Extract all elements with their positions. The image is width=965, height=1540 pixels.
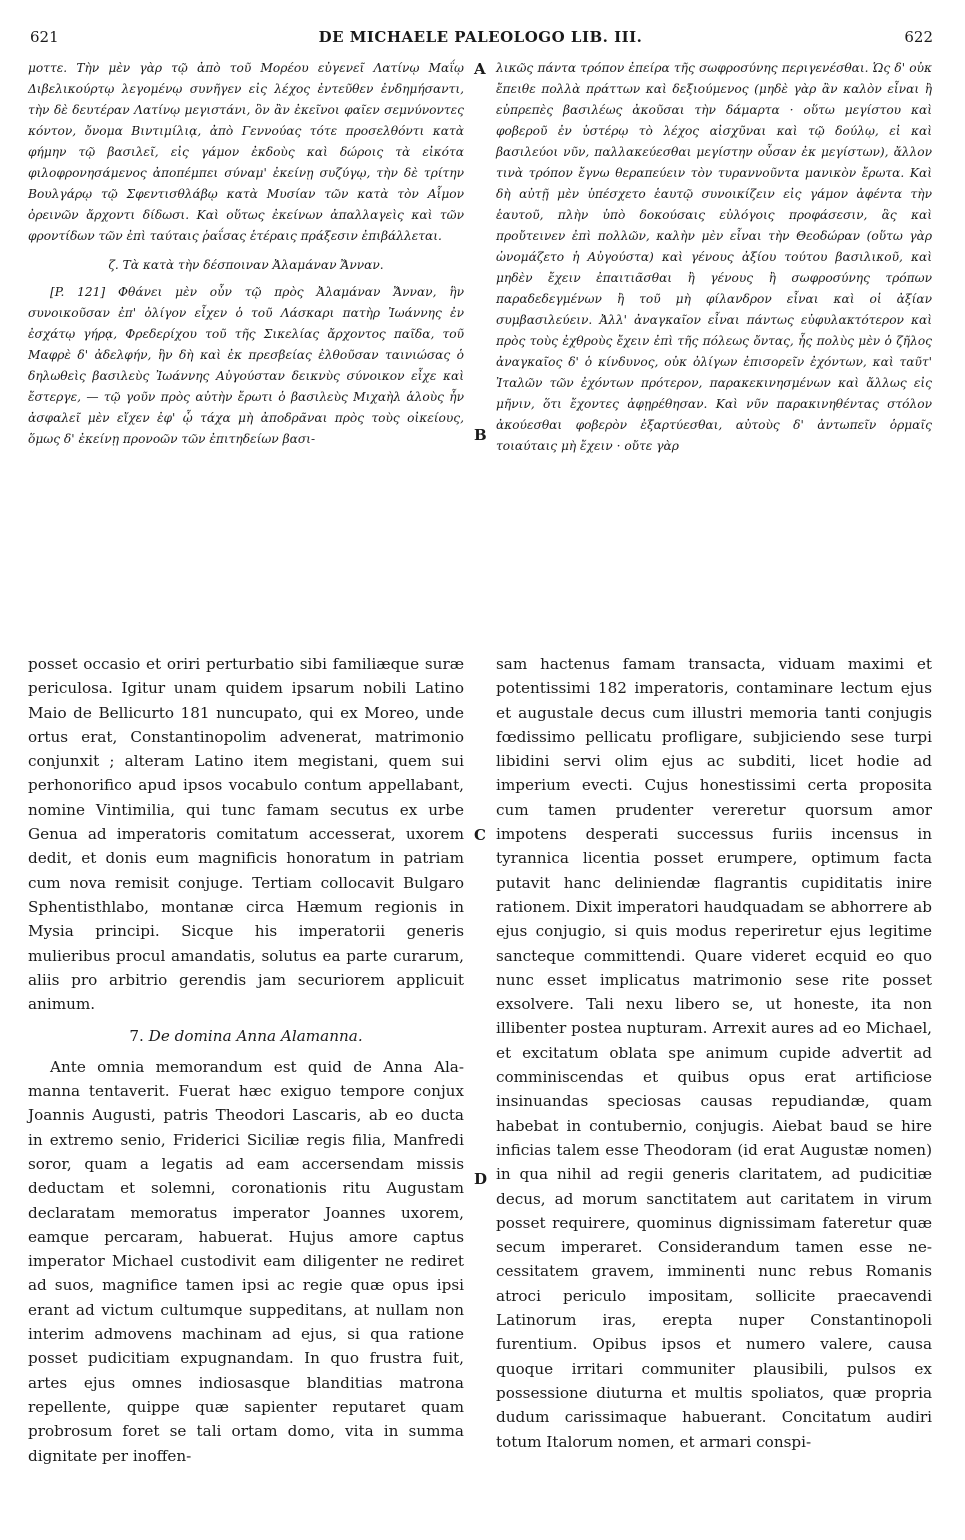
running-title: DE MICHAELE PALEOLOGO LIB. III. [318, 28, 643, 46]
latin-column-left [28, 652, 464, 1468]
latin-heading-text: De domina Anna Alamanna. [148, 1027, 363, 1046]
greek-right-paragraph-1: λικῶς πάντα τρόπον ἐπείρα τῆς σωφροσύνης περιγενέσθαι. Ὡς δ' οὐκ ἔπειθε πολλὰ πράττων καὶ δεξιούμενος (μηδὲ γὰρ ἂν καλὸν εἶναι ἢ εὐπρεπὲς βασιλέως ἀκοῦσαι τὴν δάμαρτα · οὕτω μεγίστου καὶ φοβεροῦ ἐν ὑστέρῳ τὸ λέχος αἰσχῦναι καὶ τῷ δούλῳ, εἰ καὶ βασιλεύοι νῦν, παλλακεύεσθαι μεγίστην οὖσαν ἐκ μεγίστων), ἄλλον τινὰ τρόπον ἔγνω θεραπεύειν τὸν τυραννοῦντα μανικὸν ἔρωτα. Καὶ δὴ αὐτῇ μὲν ὑπέσχετο ἑαυτῷ συνοικίζειν εἰς γάμον ἀφέντα τὴν ἑαυτοῦ, πλὴν ὑπὸ δοκούσαις εὐλόγοις προφάσεσιν, ἃς καὶ προὔτεινεν ἐπὶ πολλῶν, καλὴν μὲν εἶναι τὴν Θεοδώραν (οὕτω γὰρ ὠνομάζετο ἡ Αὐγούστα) καὶ γένους ἀξίου τούτου βασιλικοῦ, καὶ μηδὲν ἔχειν ἐπαιτιᾶσθαι ἢ γένους ἢ σωφροσύνης τρόπων παραδεδεγμένων ἢ τοῦ μὴ φίλανδρον εἶναι καὶ οἱ ἀξίαν συμβασιλεύειν. Ἀλλ' ἀναγκαῖον εἶναι πάντως εὐφυλακτότερον καὶ πρὸς τοὺς ἐχθροὺς ἔχειν ἐπὶ τῆς πόλεως ὄντας, ἧς πολὺς μὲν ὁ ζῆλος ἀναγκαῖος δ' ὁ κίνδυνος, οὐκ ὀλίγων ἐπισορεῖν ἐχόντων, καὶ ταῦτ' Ἰταλῶν τῶν ἐχόντων πρότερον, παρακεκινησμένων καὶ ἄλλως εἰς μῆνιν, ὅτι ἔχοντες ἀφῃρέθησαν. Καὶ νῦν παρακινηθέντας στόλον ἀκούεσθαι φοβερὸν ἐξαρτύεσθαι, αὐτοὺς δ' ἀντωπεῖν ὁρμαῖς τοιαύταις μὴ ἔχειν · οὔτε γὰρ [496, 61, 932, 453]
latin-left-paragraph-1: posset occasio et oriri perturbatio sibi familiæque suræ periculosa. Igitur unam quidem ipsarum nobili Latino Maio de Bellicurto 181 nuncupato, qui ex Moreo, unde ortus erat, Constantinopolim advenerat, matrimonio conjunxit ; alteram Latino item megistani, quem sui perhonorifico apud ipsos vocabulo contum appellabant, nomine Vintimilia, qui tunc famam secutus ex urbe Genua ad imperatoris comitatum accesserat, uxorem dedit, et donis eum magnificis honoratum in patriam cum nova remisit conjuge. Tertiam collocavit Bulgaro Sphentisthlabo, montanæ circa Hæmum regionis in Mysia principi. Sicque his imperatorii generis mulieribus procul amandatis, solutus ea parte curarum, aliis pro arbitrio gerendis jam securiorem applicuit animum. [28, 655, 464, 1014]
page-number-right: 622 [904, 28, 933, 46]
greek-column-left [28, 58, 464, 450]
running-header [28, 28, 933, 50]
margin-letter-b: B [474, 426, 487, 444]
latin-left-paragraph-2: Ante omnia memorandum est quid de Anna Alamanna tentaverit. Fuerat hæc exiguo tempore conjux Joannis Augusti, patris Theodori Lascaris, ab eo ducta in extremo senio, Friderici Siciliæ regis filia, Manfredi soror, quam a legatis ad eam accersendam missis deductam et solemni, coronationis ritu Augustam declaratam memoratus imperator Joannes uxorem, eamque percaram, habuerat. Hujus amore captus imperator Michael custodivit eam diligenter ne rediret ad suos, magnifice tamen ipsi ac regie quæ opus ipsi erant ad victum cultumque suppeditans, at nullam non interim admovens machinam ad ejus, si qua ratione posset pudicitiam expugnandam. In quo frustra fuit, artes ejus omnes indiosasque blanditias matrona repellente, quippe quæ sapienter reputaret quam probrosum foret se tali ortam domo, vita in summa dignitate per inoffen- [28, 1057, 464, 1465]
latin-heading-number: 7. [129, 1027, 144, 1046]
greek-left-paragraph-2: [P. 121] Φθάνει μὲν οὖν τῷ πρὸς Ἀλαμάναν Ἄνναν, ἣν συνοικοῦσαν ἐπ' ὀλίγον εἶχεν ὁ τοῦ Λάσκαρι πατὴρ Ἰωάννης ἐν ἐσχάτῳ γήρᾳ, Φρεδερίχου τοῦ τῆς Σικελίας ἄρχοντος παῖδα, τοῦ Μαφρὲ δ' ἀδελφήν, ἣν δὴ καὶ ἐκ πρεσβείας ἐλθοῦσαν ταινιώσας ὁ δηλωθεὶς βασιλεὺς Ἰωάννης Αὐγούσταν δεικνὺς σύνοικον εἶχε καὶ ἔστεργε, — τῷ γοῦν πρὸς αὐτὴν ἔρωτι ὁ βασιλεὺς Μιχαὴλ ἁλοὺς ἦν ἀσφαλεῖ μὲν εἴχεν ἐφ' ᾧ τάχα μὴ ἀποδρᾶναι πρὸς τοὺς οἰκείους, ὅμως δ' ἐκείνῃ προνοῶν τῶν ἐπιτηδείων βασι- [28, 285, 464, 446]
latin-right-paragraph-1: sam hactenus famam transacta, viduam maximi et potentissimi 182 imperatoris, contaminare lectum ejus et augustale decus cum illustri memoria tanti conjugis fœdissimo pellicatu profligare, subjiciendo sese turpi libidini servi olim ejus ac subditi, licet hodie ad imperium evecti. Cujus honestissimi certa proposita cum tamen prudenter vereretur quorsum amor impotens desperati successus furiis incensus in tyrannica licentia posset erumpere, optimum facta putavit hanc deliniendæ flagrantis cupiditatis inire rationem. Dixit imperatori haudquadam se abhorrere ab ejus conjugio, si quis modus reperiretur ejus legitime sancteque committendi. Quare videret ecquid eo quo nunc esset implicatus matrimonio sese rite posset exsolvere. Tali nexu libero se, ut honeste, ita non illibenter postea nupturam. Arrexit aures ad eo Michael, et excitatum oblata spe animum cupide advertit ad comminiscendas et quibus opus erat artificiose insinuandas speciosas causas repudiandæ, quam habebat in contubernio, conjugis. Aiebat baud se hire inficias talem esse Theodoram (id erat Augustæ nomen) in qua nihil ad regii generis claritatem, ad pudicitiæ decus, ad morum sanctitatem aut caritatem in virum posset requirere, quominus dignissimam fateretur quæ secum imperaret. Considerandum tamen esse necessitatem gravem, imminenti nunc rebus Romanis atroci periculo impositam, sollicite praecavendi Latinorum iras, erepta nuper Constantinopoli furentium. Opibus ipsos et numero valere, causa quoque irritari communiter plausibili, pulsos ex possessione diuturna et multis spoliatos, quæ propria dudum carissimaque habuerant. Concitatum audiri totum Italorum nomen, et armari conspi- [496, 655, 932, 1451]
page-number-left: 621 [30, 28, 59, 46]
latin-section-heading [28, 1024, 464, 1048]
greek-left-paragraph-1: μοττε. Τὴν μὲν γὰρ τῷ ἀπὸ τοῦ Μορέου εὐγενεῖ Λατίνῳ Μαΐῳ Διβελικούρτῳ λεγομένῳ συνῆγεν εἰς λέχος ἐντεῦθεν ἐνδημήσαντι, τὴν δὲ δευτέραν Λατίνῳ μεγιστάνι, ὃν ἂν ἐκεῖνοι φαῖεν σεμνύνοντες κόντον, ὄνομα Βιντιμίλιᾳ, ἀπὸ Γεννούας τότε προσελθόντι κατὰ φήμην τῷ βασιλεῖ, εἰς γάμον ἐκδοὺς καὶ δώροις τὰ εἰκότα φιλοφρονησάμενος ἀποπέμπει σύναμ' ἐκείνῃ συζύγῳ, τὴν δὲ τρίτην Βουλγάρῳ τῷ Σφεντισθλάβῳ κατὰ Μυσίαν τῶν κατὰ τὸν Αἷμον ὀρεινῶν ἄρχοντι δίδωσι. Καὶ οὕτως ἐκείνων ἀπαλλαγεὶς καὶ τῶν φροντίδων τῶν ἐπὶ ταύταις ῥαΐσας ἑτέραις πράξεσιν ἐπιβάλλεται. [28, 61, 464, 243]
greek-section-heading: ζ. Τὰ κατὰ τὴν δέσποιναν Ἀλαμάναν Ἄνναν. [108, 258, 384, 272]
latin-column-right [496, 652, 932, 1454]
greek-column-right [496, 58, 932, 457]
margin-letter-d: D [474, 1170, 488, 1188]
margin-letter-a: A [474, 60, 486, 78]
margin-letter-c: C [474, 826, 486, 844]
